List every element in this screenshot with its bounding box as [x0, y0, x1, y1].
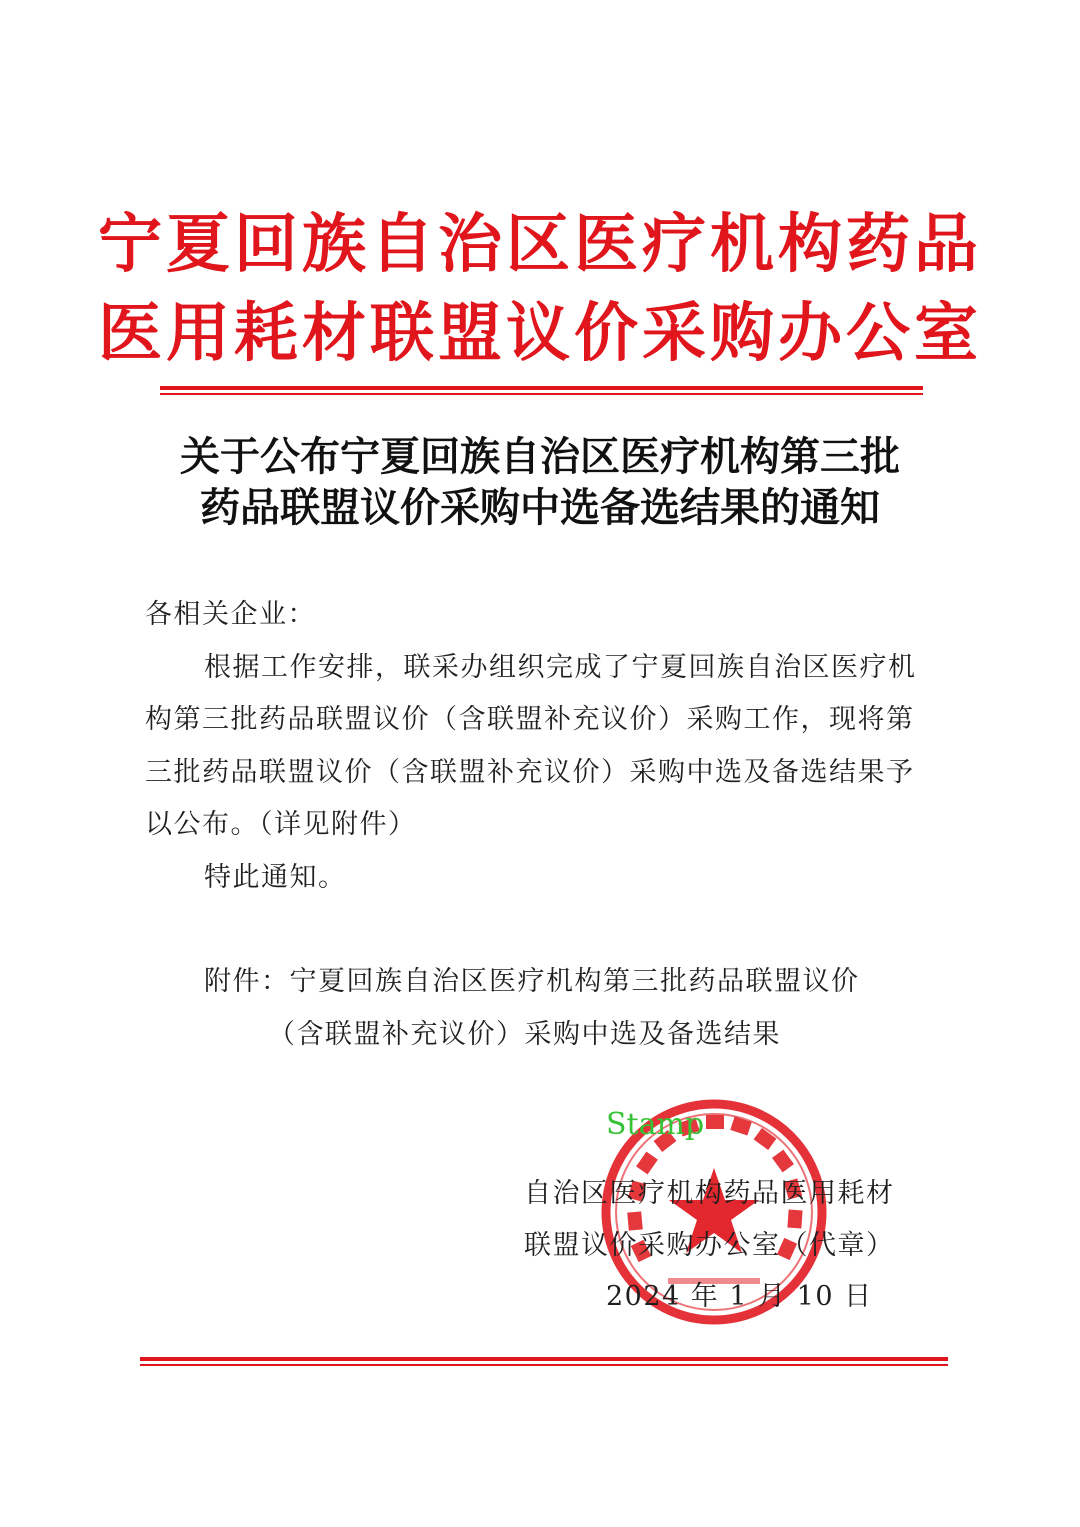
document-title-line-2: 药品联盟议价采购中选备选结果的通知 [200, 484, 880, 531]
paragraph-line-4: 以公布。（详见附件） [145, 809, 417, 840]
footer-rule-thick [140, 1357, 948, 1361]
stamp-placeholder-label: Stamp [606, 1107, 705, 1142]
document-title-line-1: 关于公布宁夏回族自治区医疗机构第三批 [180, 433, 900, 480]
paragraph-line-1: 根据工作安排，联采办组织完成了宁夏回族自治区医疗机 [204, 652, 917, 683]
signature-date: 2024 年 1 月 10 日 [606, 1281, 873, 1312]
header-rule-thick [160, 386, 923, 390]
signature-org-line-2: 联盟议价采购办公室（代章） [524, 1230, 895, 1261]
notice-closing: 特此通知。 [204, 862, 347, 893]
paragraph-line-3: 三批药品联盟议价（含联盟补充议价）采购中选及备选结果予 [145, 757, 915, 788]
signature-org-line-1: 自治区医疗机构药品医用耗材 [524, 1178, 895, 1209]
letterhead-line-2: 医用耗材联盟议价采购办公室 [98, 297, 982, 371]
attachment-line-1: 附件：宁夏回族自治区医疗机构第三批药品联盟议价 [204, 966, 860, 997]
footer-rule-thin [140, 1364, 948, 1366]
paragraph-line-2: 构第三批药品联盟议价（含联盟补充议价）采购工作，现将第 [145, 704, 915, 735]
header-rule-thin [160, 393, 923, 395]
attachment-line-2: （含联盟补充议价）采购中选及备选结果 [268, 1019, 781, 1050]
salutation: 各相关企业： [145, 599, 316, 630]
letterhead-line-1: 宁夏回族自治区医疗机构药品 [98, 208, 982, 282]
